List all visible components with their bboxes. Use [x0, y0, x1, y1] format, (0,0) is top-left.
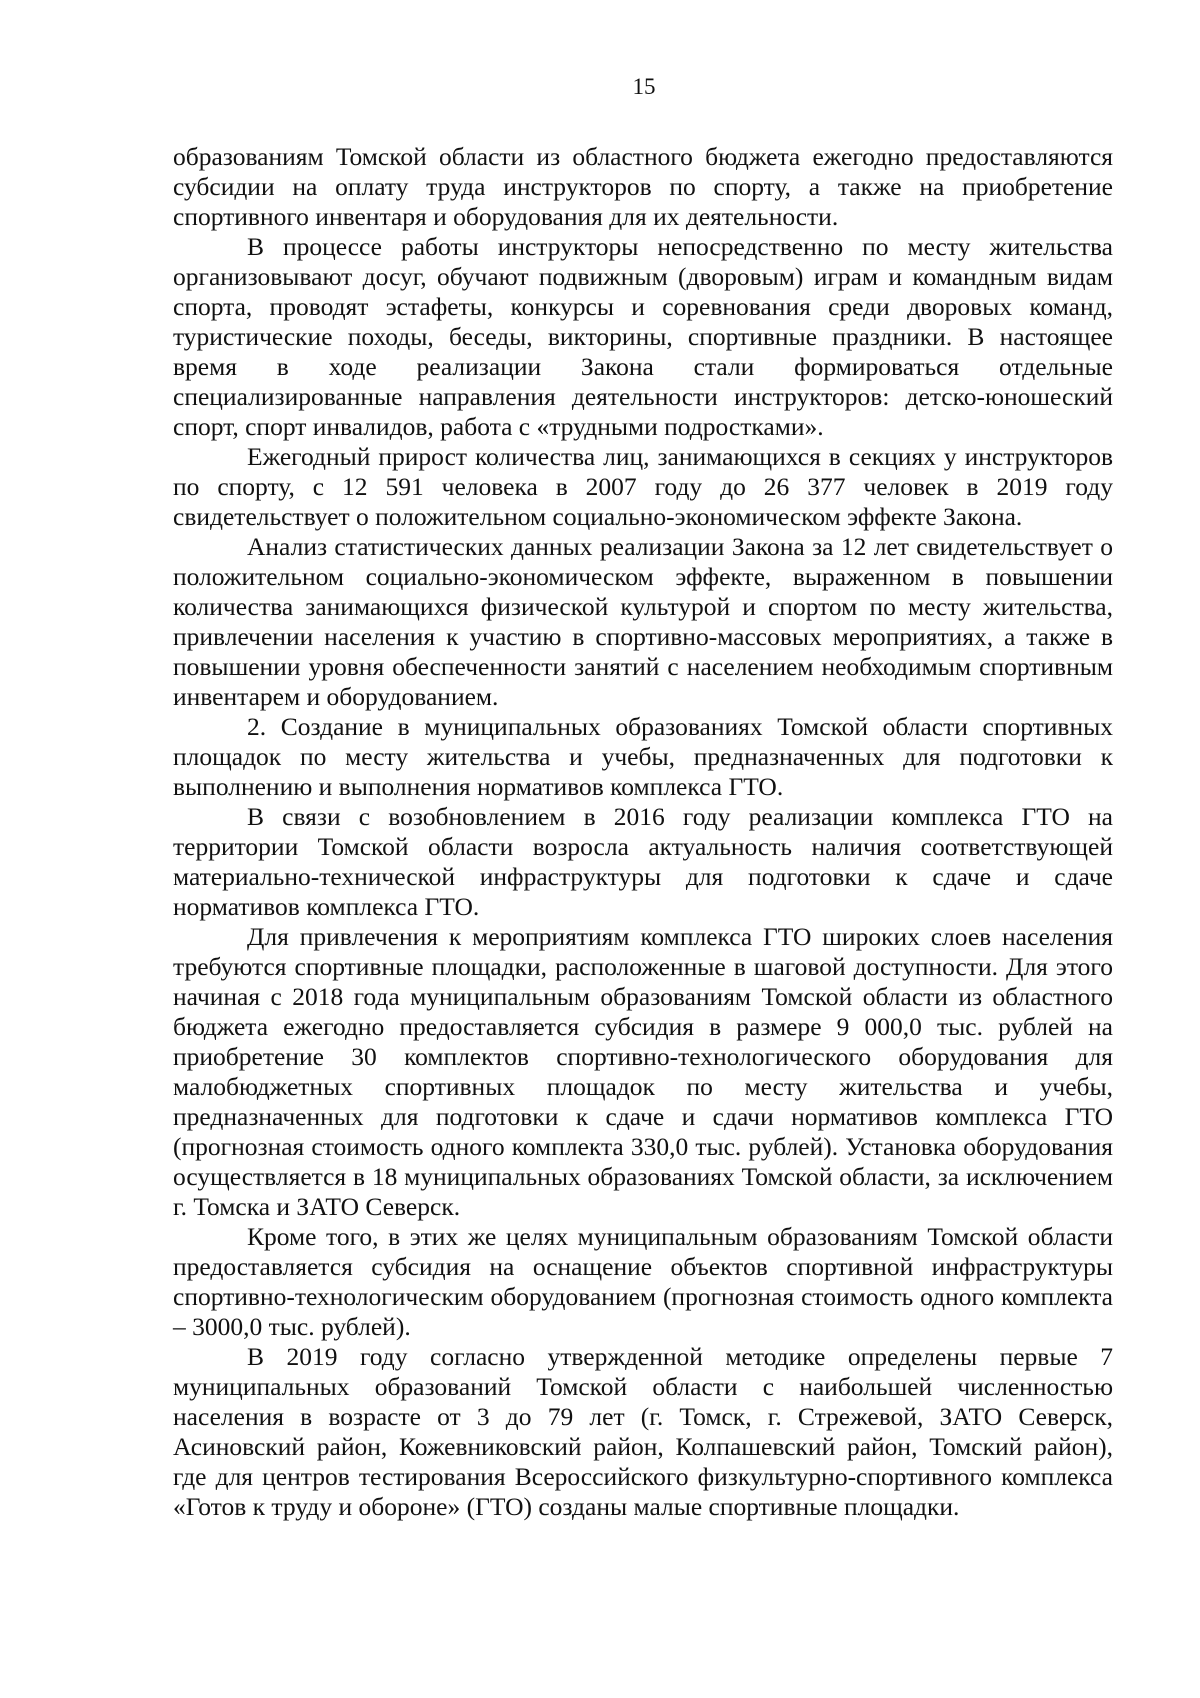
paragraph: Анализ статистических данных реализации Закона за 12 лет свидетельствует о положительном социально-экономическом эффекте, выраженном в повышении количества занимающихся физической культурой и спортом по месту жительства, привлечении населения к участию в спортивно-массовых мероприятиях, а также в повышении уровня обеспеченности занятий с населением необходимым спортивным инвентарем и оборудованием. [173, 532, 1113, 711]
paragraph: В процессе работы инструкторы непосредственно по месту жительства организовывают досуг, обучают подвижным (дворовым) играм и командным видам спорта, проводят эстафеты, конкурсы и соревнования среди дворовых команд, туристические походы, беседы, викторины, спортивные праздники. В настоящее время в ходе реализации Закона стали формироваться отдельные специализированные направления деятельности инструкторов: детско-юношеский спорт, спорт инвалидов, работа с «трудными подростками». [173, 232, 1113, 441]
paragraph: 2. Создание в муниципальных образованиях Томской области спортивных площадок по месту жительства и учебы, предназначенных для подготовки к выполнению и выполнения нормативов комплекса ГТО. [173, 712, 1113, 801]
paragraph: образованиям Томской области из областного бюджета ежегодно предоставляются субсидии на оплату труда инструкторов по спорту, а также на приобретение спортивного инвентаря и оборудования для их деятельности. [173, 142, 1113, 231]
document-body [173, 142, 1113, 1522]
page-number: 15 [632, 74, 656, 99]
paragraph: Кроме того, в этих же целях муниципальным образованиям Томской области предоставляется субсидия на оснащение объектов спортивной инфраструктуры спортивно-технологическим оборудованием (прогнозная стоимость одного комплекта – 3000,0 тыс. рублей). [173, 1222, 1113, 1341]
paragraph: Ежегодный прирост количества лиц, занимающихся в секциях у инструкторов по спорту, с 12 591 человека в 2007 году до 26 377 человек в 2019 году свидетельствует о положительном социально-экономическом эффекте Закона. [173, 442, 1113, 531]
paragraph: В 2019 году согласно утвержденной методике определены первые 7 муниципальных образований Томской области с наибольшей численностью населения в возрасте от 3 до 79 лет (г. Томск, г. Стрежевой, ЗАТО Северск, Асиновский район, Кожевниковский район, Колпашевский район, Томский район), где для центров тестирования Всероссийского физкультурно-спортивного комплекса «Готов к труду и обороне» (ГТО) созданы малые спортивные площадки. [173, 1342, 1113, 1521]
paragraph: Для привлечения к мероприятиям комплекса ГТО широких слоев населения требуются спортивные площадки, расположенные в шаговой доступности. Для этого начиная с 2018 года муниципальным образованиям Томской области из областного бюджета ежегодно предоставляется субсидия в размере 9 000,0 тыс. рублей на приобретение 30 комплектов спортивно-технологического оборудования для малобюджетных спортивных площадок по месту жительства и учебы, предназначенных для подготовки к сдаче и сдачи нормативов комплекса ГТО (прогнозная стоимость одного комплекта 330,0 тыс. рублей). Установка оборудования осуществляется в 18 муниципальных образованиях Томской области, за исключением г. Томска и ЗАТО Северск. [173, 922, 1113, 1221]
paragraph: В связи с возобновлением в 2016 году реализации комплекса ГТО на территории Томской области возросла актуальность наличия соответствующей материально-технической инфраструктуры для подготовки к сдаче и сдаче нормативов комплекса ГТО. [173, 802, 1113, 921]
